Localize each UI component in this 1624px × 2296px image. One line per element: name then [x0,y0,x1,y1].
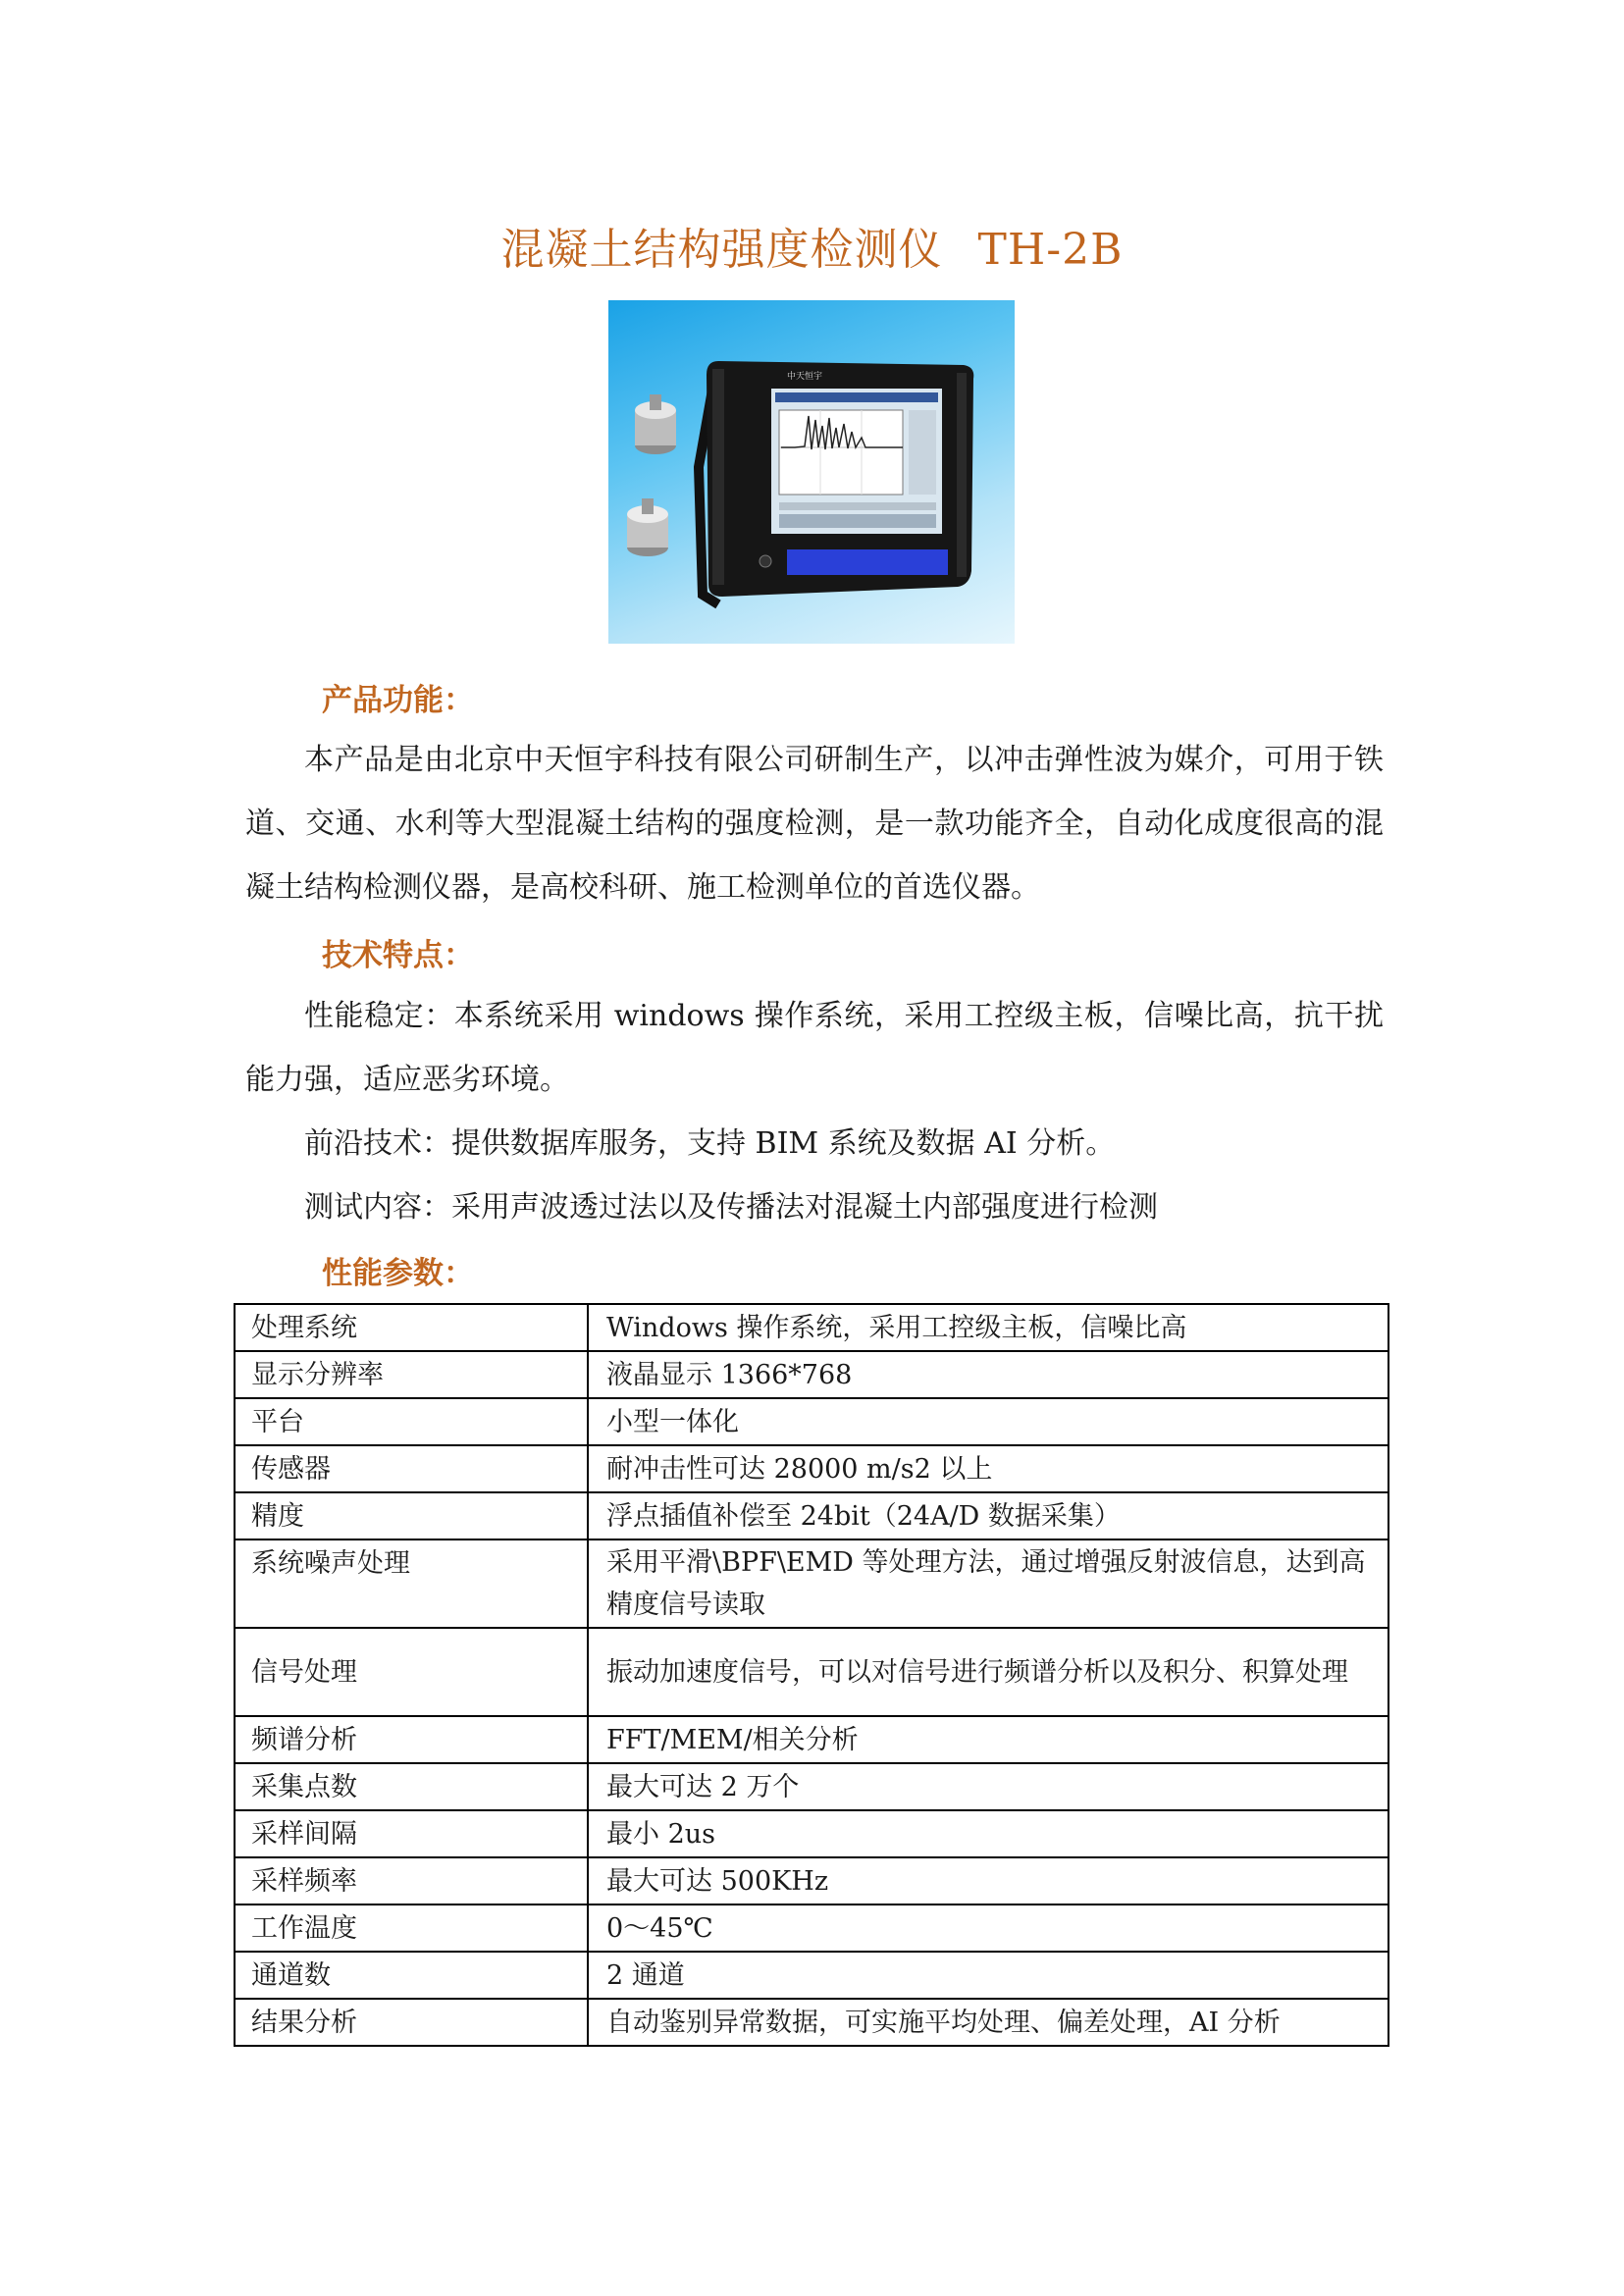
spec-value: 最大可达 500KHz [588,1857,1388,1905]
sensor-probe-upper [635,394,676,454]
spec-key: 精度 [235,1492,588,1539]
product-function-text: 本产品是由北京中天恒宇科技有限公司研制生产，以冲击弹性波为媒介，可用于铁道、交通、水利等大型混凝土结构的强度检测，是一款功能齐全，自动化成度很高的混凝土结构检测仪器，是高校科研、施工检测单位的首选仪器。 [245,743,1384,905]
spec-value: 最小 2us [588,1810,1388,1857]
spec-row [235,1716,1388,1763]
spec-key: 频谱分析 [235,1716,588,1763]
spec-row [235,1628,1388,1716]
spec-key: 采样间隔 [235,1810,588,1857]
feature-test-content-text: 测试内容：采用声波透过法以及传播法对混凝土内部强度进行检测 [304,1190,1158,1225]
technical-features-heading: 技术特点： [322,938,474,973]
product-function-heading: 产品功能： [322,683,474,718]
device-screen [771,389,942,534]
spec-row [235,1492,1388,1539]
spec-row [235,1398,1388,1445]
spec-value: 浮点插值补偿至 24bit（24A/D 数据采集） [588,1492,1388,1539]
feature-advanced-tech-text: 前沿技术：提供数据库服务，支持 BIM 系统及数据 AI 分析。 [304,1126,1116,1161]
device-brand-label: 中天恒宇 [787,372,823,382]
product-model: TH-2B [977,225,1124,275]
spec-value: 小型一体化 [588,1398,1388,1445]
spec-value: 最大可达 2 万个 [588,1763,1388,1810]
spec-value: 0～45℃ [588,1905,1388,1952]
sensor-probe-lower [627,498,668,556]
spec-row [235,1445,1388,1492]
spec-row [235,1952,1388,1999]
spec-value: 耐冲击性可达 28000 m/s2 以上 [588,1445,1388,1492]
product-photo [608,300,1015,644]
spec-key: 显示分辨率 [235,1351,588,1398]
spec-value: 采用平滑\BPF\EMD 等处理方法，通过增强反射波信息，达到高精度信号读取 [588,1539,1388,1628]
spec-row [235,1999,1388,2046]
spec-row [235,1810,1388,1857]
device-keypad-panel [787,549,948,575]
spec-table [234,1303,1389,2047]
spec-key: 平台 [235,1398,588,1445]
page-title [0,214,1624,277]
spec-row [235,1905,1388,1952]
spec-row [235,1539,1388,1628]
spec-key: 传感器 [235,1445,588,1492]
spec-value: FFT/MEM/相关分析 [588,1716,1388,1763]
spec-row [235,1351,1388,1398]
spec-row [235,1763,1388,1810]
spec-value: 自动鉴别异常数据，可实施平均处理、偏差处理，AI 分析 [588,1999,1388,2046]
feature-stability-text: 性能稳定：本系统采用 windows 操作系统，采用工控级主板，信噪比高，抗干扰能力强，适应恶劣环境。 [245,999,1384,1097]
performance-params-heading: 性能参数： [322,1256,474,1291]
spec-key: 工作温度 [235,1905,588,1952]
spec-value: 液晶显示 1366*768 [588,1351,1388,1398]
spec-key: 处理系统 [235,1304,588,1351]
spec-key: 采集点数 [235,1763,588,1810]
spec-row [235,1857,1388,1905]
spec-value: Windows 操作系统，采用工控级主板，信噪比高 [588,1304,1388,1351]
spec-key: 通道数 [235,1952,588,1999]
spec-key: 信号处理 [235,1628,588,1716]
spec-row [235,1304,1388,1351]
spec-value: 2 通道 [588,1952,1388,1999]
spec-key: 采样频率 [235,1857,588,1905]
spec-key: 结果分析 [235,1999,588,2046]
spec-value: 振动加速度信号，可以对信号进行频谱分析以及积分、积算处理 [588,1628,1388,1716]
spec-key: 系统噪声处理 [235,1539,588,1628]
product-name: 混凝土结构强度检测仪 [500,225,943,275]
